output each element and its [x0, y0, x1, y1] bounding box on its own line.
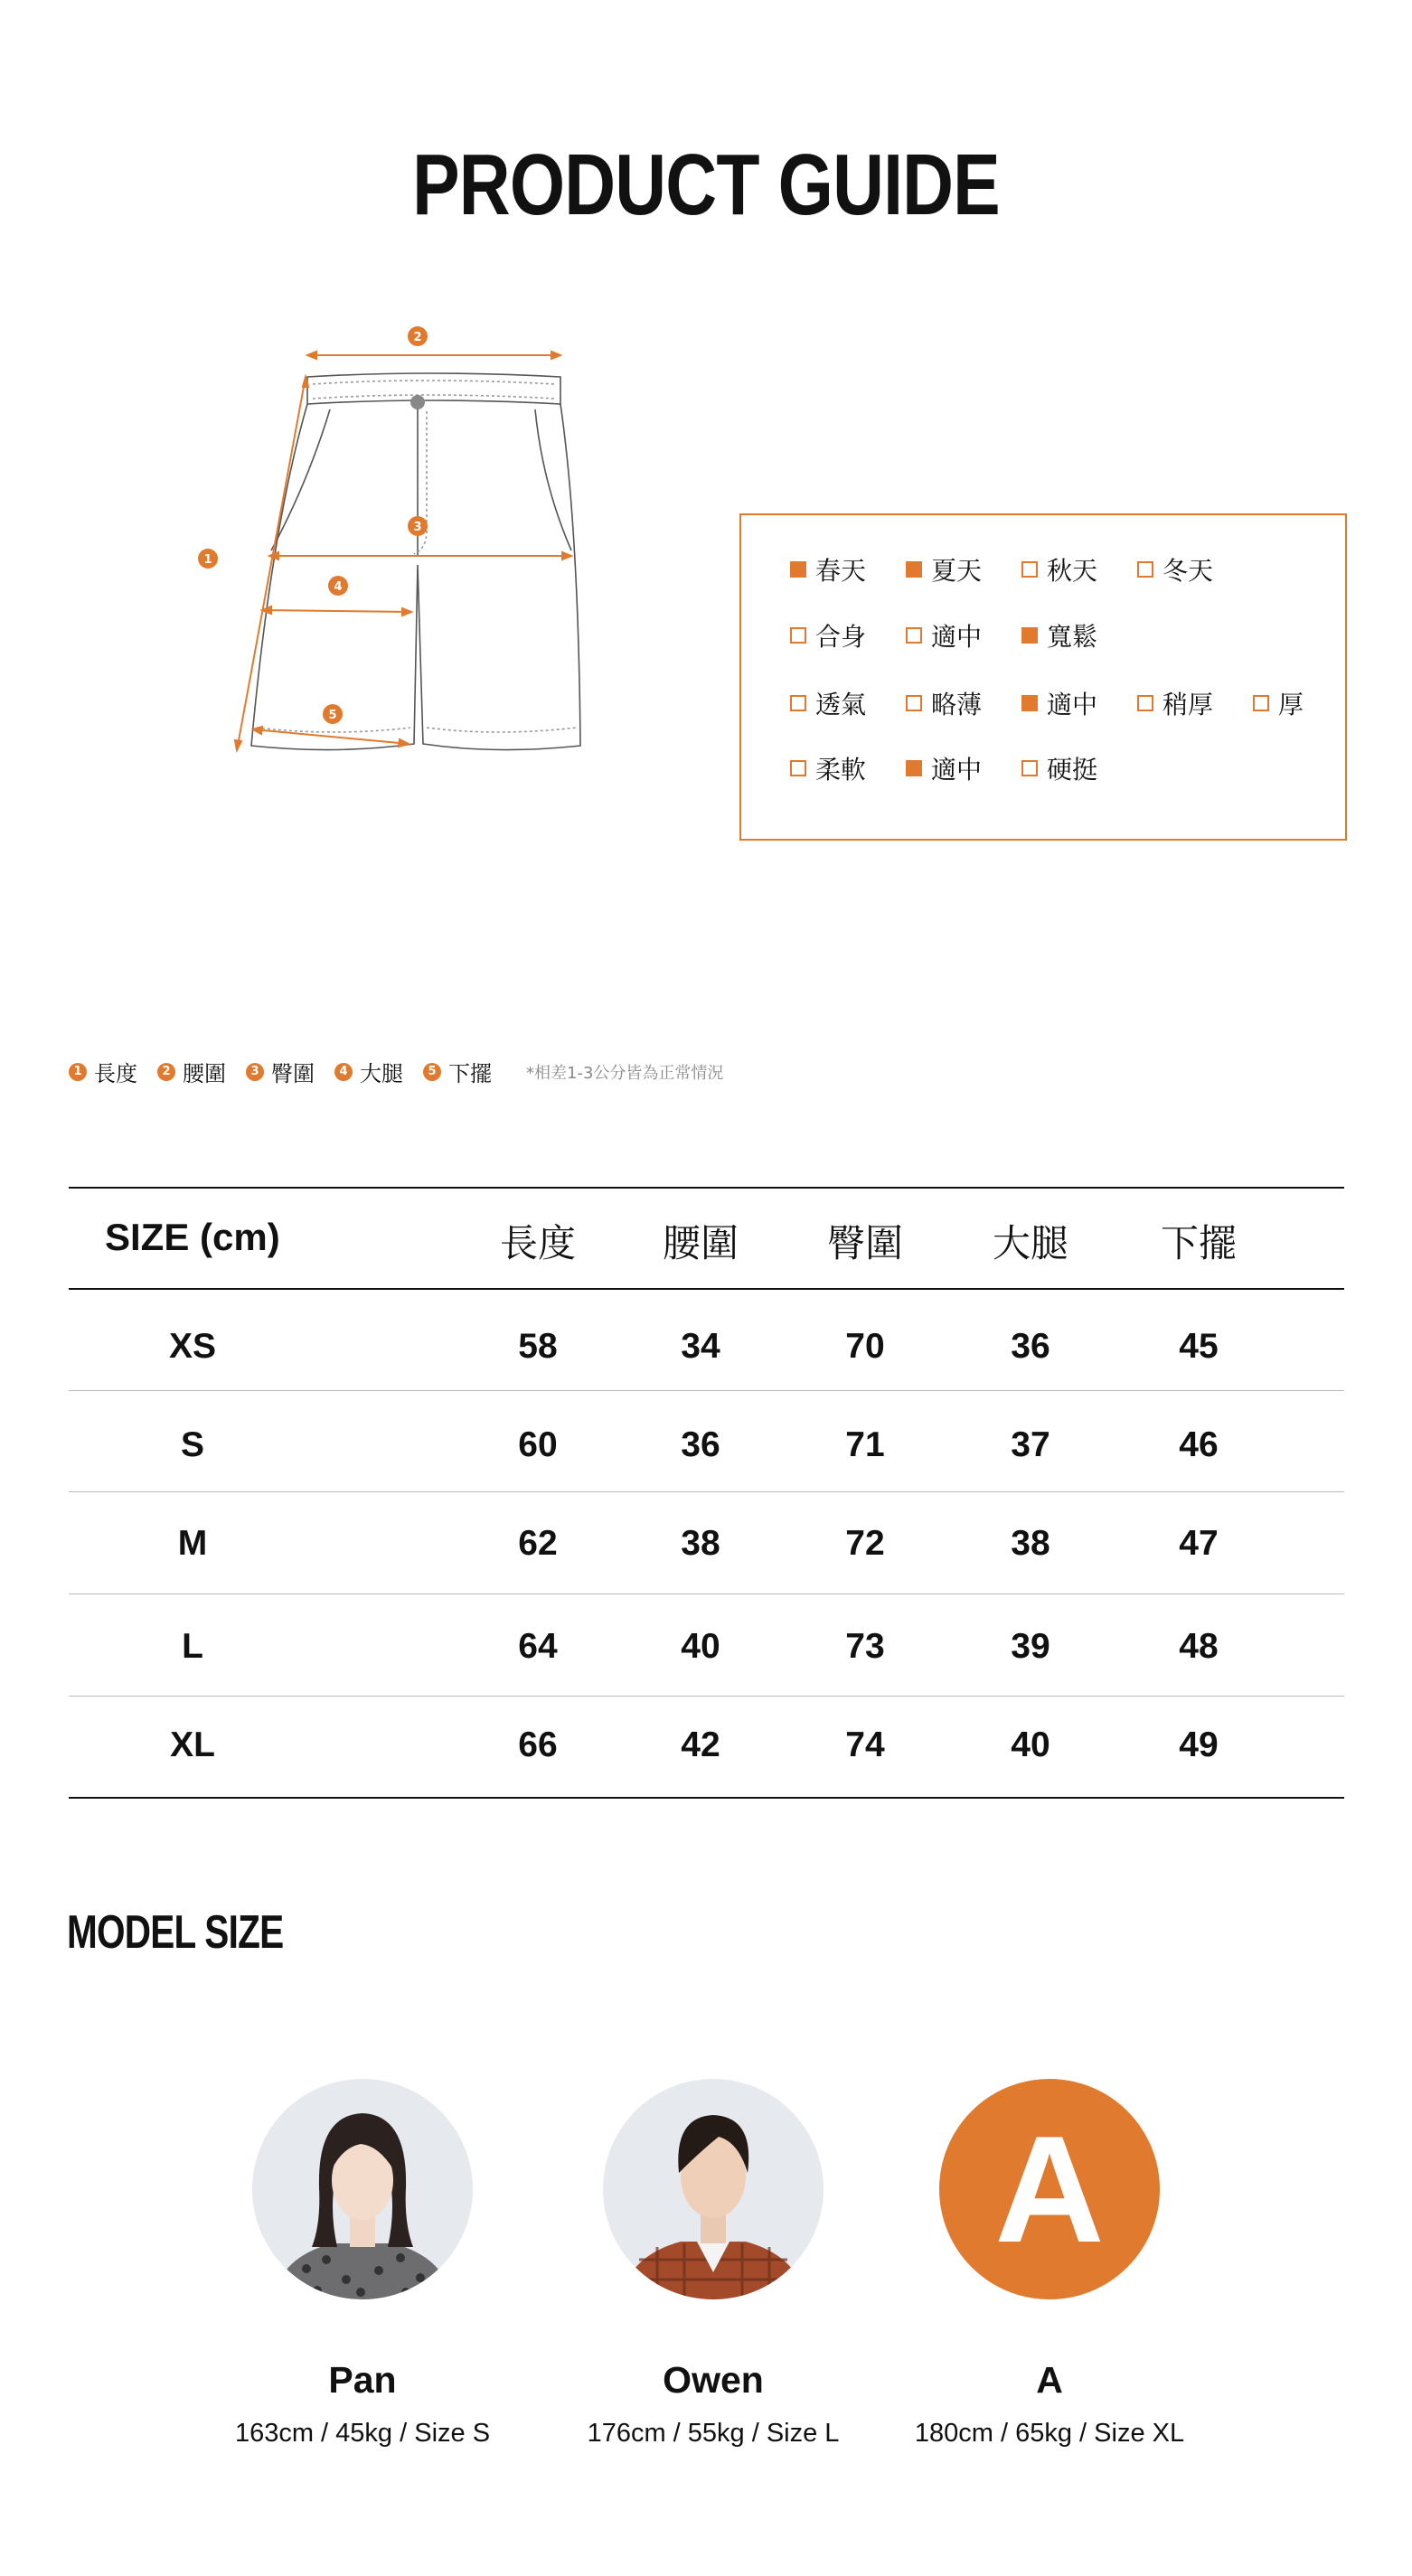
- checkbox-icon: [906, 561, 922, 578]
- table-header-size: SIZE (cm): [105, 1216, 280, 1258]
- table-header: 臀圍: [826, 1221, 903, 1265]
- table-cell: 40: [681, 1627, 720, 1666]
- number-badge: 2: [157, 1063, 175, 1081]
- feature-row-fit: [790, 617, 1137, 653]
- table-top-rule: [69, 1187, 1344, 1189]
- model-stats: 176cm / 55kg / Size L: [587, 2419, 840, 2448]
- feature-item: [1137, 551, 1253, 588]
- table-cell-size: XS: [168, 1327, 217, 1366]
- legend-label: 臀圍: [271, 1061, 315, 1086]
- avatar-letter: A: [994, 2104, 1105, 2274]
- avatar-placeholder: [939, 2079, 1160, 2299]
- table-cell: 38: [1011, 1524, 1050, 1563]
- number-badge: 3: [246, 1063, 264, 1081]
- table-cell: 36: [681, 1425, 720, 1464]
- legend-label: 下擺: [448, 1061, 492, 1086]
- table-cell: 45: [1179, 1327, 1219, 1366]
- table-cell: 71: [845, 1425, 885, 1464]
- legend-label: 腰圍: [183, 1061, 226, 1086]
- table-cell-size: L: [182, 1627, 203, 1666]
- feature-label: 厚: [1278, 690, 1304, 719]
- table-cell: 40: [1011, 1725, 1050, 1764]
- checkbox-icon: [906, 627, 922, 644]
- avatar: [603, 2079, 824, 2299]
- measurement-legend: [69, 1056, 723, 1087]
- checkbox-icon: [790, 627, 806, 644]
- feature-row-thickness: [790, 685, 1316, 721]
- feature-label: 略薄: [931, 690, 983, 719]
- model-size-heading: MODEL SIZE: [67, 1906, 284, 1959]
- legend-item: [157, 1056, 226, 1087]
- page-title: PRODUCT GUIDE: [412, 136, 1000, 233]
- feature-label: 適中: [931, 622, 983, 652]
- table-cell: 70: [845, 1327, 885, 1366]
- checkbox-icon: [906, 760, 922, 776]
- table-cell: 39: [1011, 1627, 1050, 1666]
- legend-item: [334, 1056, 403, 1087]
- checkbox-icon: [906, 695, 922, 711]
- feature-item: [1021, 617, 1137, 653]
- table-header: 下擺: [1160, 1221, 1237, 1265]
- model-photo-owen: [603, 2079, 824, 2299]
- table-cell: 66: [518, 1725, 558, 1764]
- feature-label: 適中: [931, 755, 983, 785]
- checkbox-icon: [1021, 627, 1038, 644]
- feature-label: 合身: [815, 622, 867, 652]
- model-card-pan: [182, 2079, 543, 2448]
- table-cell: 74: [845, 1725, 885, 1764]
- table-header: 長度: [499, 1221, 576, 1265]
- checkbox-icon: [790, 561, 806, 578]
- feature-label: 寬鬆: [1047, 622, 1098, 652]
- checkbox-icon: [1021, 561, 1038, 578]
- checkbox-icon: [1021, 695, 1038, 711]
- table-row-rule: [69, 1491, 1344, 1492]
- model-name: Pan: [328, 2359, 397, 2401]
- feature-item: [790, 617, 906, 653]
- table-header-rule: [69, 1288, 1344, 1290]
- model-name: A: [1036, 2359, 1063, 2401]
- feature-item: [790, 685, 906, 721]
- table-cell: 46: [1179, 1425, 1219, 1464]
- legend-note: *相差1-3公分皆為正常情況: [526, 1063, 724, 1083]
- model-stats: 163cm / 45kg / Size S: [234, 2419, 491, 2448]
- table-cell: 73: [845, 1627, 885, 1666]
- table-row-rule: [69, 1696, 1344, 1697]
- feature-label: 稍厚: [1163, 690, 1214, 719]
- feature-item: [1021, 551, 1137, 588]
- feature-item: [790, 750, 906, 786]
- table-cell: 48: [1179, 1627, 1219, 1666]
- table-cell: 36: [1011, 1327, 1050, 1366]
- marker-2: 2: [413, 331, 422, 344]
- feature-item: [906, 617, 1021, 653]
- checkbox-icon: [1137, 561, 1153, 578]
- table-bottom-rule: [69, 1797, 1344, 1799]
- number-badge: 1: [69, 1063, 87, 1081]
- model-stats: 180cm / 65kg / Size XL: [914, 2419, 1185, 2448]
- model-card-a: [869, 2079, 1230, 2448]
- feature-item: [906, 685, 1021, 721]
- table-cell-size: S: [180, 1425, 204, 1464]
- table-header: 腰圍: [662, 1221, 739, 1265]
- legend-item: [69, 1056, 137, 1087]
- feature-panel: [739, 513, 1347, 841]
- legend-label: 長度: [94, 1061, 137, 1086]
- table-cell: 37: [1011, 1425, 1050, 1464]
- feature-label: 適中: [1047, 690, 1098, 719]
- table-cell: 60: [518, 1425, 558, 1464]
- model-photo-pan: [252, 2079, 473, 2299]
- feature-item: [1137, 685, 1253, 721]
- feature-label: 硬挺: [1047, 755, 1098, 785]
- feature-item: [1021, 750, 1137, 786]
- feature-item: [906, 750, 1021, 786]
- feature-label: 夏天: [931, 556, 983, 586]
- table-cell: 42: [681, 1725, 720, 1764]
- table-row-rule: [69, 1390, 1344, 1391]
- checkbox-icon: [1253, 695, 1269, 711]
- legend-item: [246, 1056, 315, 1087]
- model-name: Owen: [663, 2359, 764, 2401]
- feature-item: [906, 551, 1021, 588]
- avatar: [252, 2079, 473, 2299]
- feature-label: 透氣: [815, 690, 867, 719]
- shorts-diagram: [181, 321, 597, 782]
- table-cell: 58: [518, 1327, 558, 1366]
- feature-item: [790, 551, 906, 588]
- table-cell: 38: [681, 1524, 720, 1563]
- table-cell-size: XL: [170, 1725, 215, 1764]
- table-cell: 34: [681, 1327, 720, 1366]
- marker-3: 3: [413, 521, 422, 534]
- legend-item: [423, 1056, 492, 1087]
- feature-row-texture: [790, 750, 1137, 786]
- table-cell-size: M: [177, 1524, 208, 1563]
- table-cell: 72: [845, 1524, 885, 1563]
- table-cell: 47: [1179, 1524, 1219, 1563]
- checkbox-icon: [790, 695, 806, 711]
- feature-label: 柔軟: [815, 755, 867, 785]
- legend-label: 大腿: [360, 1061, 403, 1086]
- feature-label: 冬天: [1163, 556, 1214, 586]
- table-cell: 49: [1179, 1725, 1219, 1764]
- table-cell: 62: [518, 1524, 558, 1563]
- feature-item: [1253, 685, 1316, 721]
- model-card-owen: [532, 2079, 894, 2448]
- checkbox-icon: [790, 760, 806, 776]
- marker-1: 1: [203, 553, 212, 567]
- feature-label: 秋天: [1047, 556, 1098, 586]
- table-header: 大腿: [992, 1221, 1068, 1265]
- feature-label: 春天: [815, 556, 867, 586]
- number-badge: 4: [334, 1063, 353, 1081]
- marker-5: 5: [328, 709, 337, 722]
- number-badge: 5: [423, 1063, 441, 1081]
- table-cell: 64: [518, 1627, 558, 1666]
- marker-4: 4: [334, 580, 343, 594]
- feature-item: [1021, 685, 1137, 721]
- checkbox-icon: [1021, 760, 1038, 776]
- checkbox-icon: [1137, 695, 1153, 711]
- feature-row-season: [790, 551, 1253, 588]
